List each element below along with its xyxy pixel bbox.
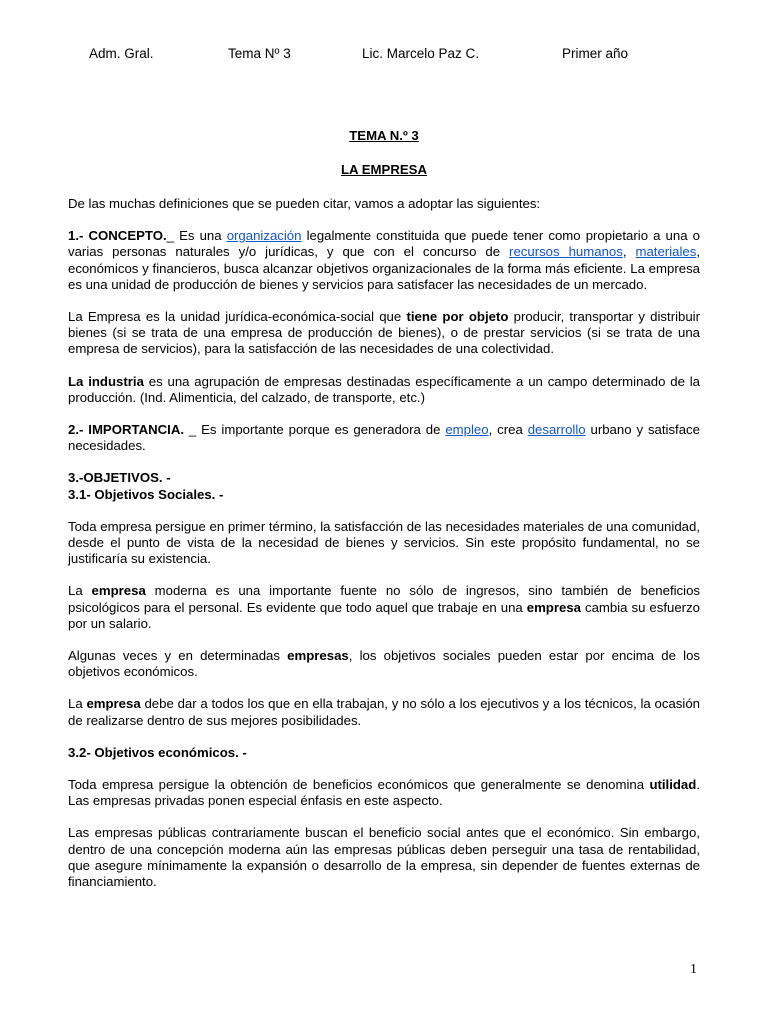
industria-paragraph: La industria es una agrupación de empresas destinadas específicamente a un campo determinado de la producción. (Ind. Alimenticia, del calzado, de transporte, etc.) [68, 373, 700, 405]
sociales-paragraph-4: La empresa debe dar a todos los que en ella trabajan, y no sólo a los ejecutivos y a los técnicos, la ocasión de realizarse dentro de sus mejores posibilidades. [68, 696, 700, 728]
objetivos-heading: 3.-OBJETIVOS. - [68, 470, 171, 486]
link-organizacion[interactable]: organización [226, 228, 302, 244]
importancia-label: 2.- IMPORTANCIA. [68, 422, 185, 438]
header-author: Lic. Marcelo Paz C. [362, 46, 480, 61]
header-topic: Tema Nº 3 [228, 46, 291, 61]
header-year: Primer año [562, 46, 629, 61]
concepto-paragraph: 1.- CONCEPTO._ Es una organización legalmente constituida que puede tener como propietario a una o varias personas naturales y/o jurídicas, y que con el concurso de recursos humanos, materiales, económicos y financieros, busca alcanzar objetivos organizacionales de la forma más eficiente. La empresa es una unidad de producción de bienes y servicios para satisfacer las necesidades de un mercado. [68, 228, 700, 292]
link-materiales[interactable]: materiales [635, 244, 697, 260]
sociales-paragraph-2: La empresa moderna es una importante fuente no sólo de ingresos, sino también de beneficios psicológicos para el personal. Es evidente que todo aquel que trabaje en una empresa cambia su esfuerzo por un salario. [68, 583, 700, 631]
link-recursos-humanos[interactable]: recursos humanos [509, 244, 623, 260]
intro-paragraph: De las muchas definiciones que se pueden citar, vamos a adoptar las siguientes: [68, 196, 541, 211]
link-desarrollo[interactable]: desarrollo [527, 422, 586, 438]
page-number: 1 [690, 962, 697, 977]
document-subtitle: LA EMPRESA [341, 162, 427, 177]
header-subject: Adm. Gral. [89, 46, 154, 61]
economicos-paragraph-2: Las empresas públicas contrariamente buscan el beneficio social antes que el económico. Sin embargo, dentro de una concepción moderna aún las empresas públicas deben perseguir una tasa de rentabilidad, que asegure mínimamente la expansión o desarrollo de la empresa, sin depender de fuentes externas de financiamiento. [68, 825, 700, 890]
document-body [68, 128, 700, 890]
objetivos-sociales-heading: 3.1- Objetivos Sociales. - [68, 486, 224, 502]
economicos-paragraph-1: Toda empresa persigue la obtención de beneficios económicos que generalmente se denomina utilidad. Las empresas privadas ponen especial énfasis en este aspecto. [68, 777, 700, 809]
sociales-paragraph-3: Algunas veces y en determinadas empresas, los objetivos sociales pueden estar por encima de los objetivos económicos. [68, 648, 700, 680]
objetivos-economicos-heading: 3.2- Objetivos económicos. - [68, 744, 247, 760]
page-header [0, 46, 768, 64]
link-empleo[interactable]: empleo [445, 422, 489, 438]
concepto-label: 1.- CONCEPTO. [68, 228, 167, 244]
importancia-paragraph: 2.- IMPORTANCIA. _ Es importante porque es generadora de empleo, crea desarrollo urbano y satisface necesidades. [68, 422, 700, 454]
sociales-paragraph-1: Toda empresa persigue en primer término, la satisfacción de las necesidades materiales de una comunidad, desde el punto de vista de la necesidad de bienes y servicios. Sin este propósito fundamental, no se justificaría su existencia. [68, 518, 700, 567]
document-title: TEMA N.º 3 [349, 128, 419, 143]
empresa-definition-paragraph: La Empresa es la unidad jurídica-económica-social que tiene por objeto producir, transportar y distribuir bienes (si se trata de una empresa de producción de bienes), o de prestar servicios (si se trata de una empresa de servicios), para la satisfacción de las necesidades de una colectividad. [68, 309, 701, 357]
